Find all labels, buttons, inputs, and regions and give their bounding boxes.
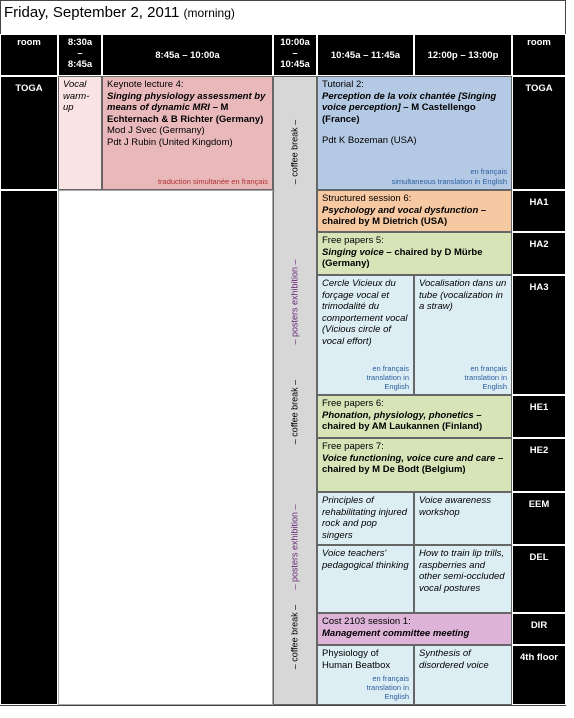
- coffee-break-3: – coffee break –: [289, 604, 300, 670]
- room-eem: EEM: [512, 492, 566, 545]
- header-time-3: 10:00a – 10:45a: [273, 34, 317, 76]
- room-toga-right: TOGA: [512, 76, 566, 190]
- room-del: DEL: [512, 545, 566, 613]
- ha3-left-note: en français translation in English: [366, 364, 409, 391]
- room-dir: DIR: [512, 613, 566, 645]
- title-main: Friday, September 2, 2011: [4, 4, 180, 21]
- tutorial-note-2: simultaneous translation in English: [391, 177, 507, 186]
- room-ha1: HA1: [512, 190, 566, 232]
- room-he1: HE1: [512, 395, 566, 438]
- del-pedagogical-thinking: Voice teachers' pedagogical thinking: [317, 545, 414, 613]
- ha3-straw-vocalization: Vocalisation dans un tube (vocalization in a straw) en français translation in English: [414, 275, 512, 395]
- room-4th-floor: 4th floor: [512, 645, 566, 705]
- coffee-break-1: – coffee break –: [289, 119, 300, 185]
- coffee-break-2: – coffee break –: [289, 379, 300, 445]
- ha3-right-note: en français translation in English: [464, 364, 507, 391]
- floor4-human-beatbox: Physiology of Human Beatbox en français translation in English: [317, 645, 414, 705]
- keynote-lecture: Keynote lecture 4: Singing physiology assessment by means of dynamic MRI – M Echternach & B Richter (Germany) Mod J Svec (Germany) Pdt J Rubin (United Kingdom) traduction simultanée en français: [102, 76, 273, 190]
- header-time-2: 8:45a – 10:00a: [102, 34, 273, 76]
- cost-2103-session: Cost 2103 session 1: Management committee meeting: [317, 613, 512, 645]
- tutorial-2: Tutorial 2: Perception de la voix chantée [Singing voice perception] – M Castellengo (France) Pdt K Bozeman (USA) en français simultaneous translation in English: [317, 76, 512, 190]
- header-time-4: 10:45a – 11:45a: [317, 34, 414, 76]
- free-papers-6: Free papers 6: Phonation, physiology, phonetics – chaired by AM Laukannen (Finland): [317, 395, 512, 438]
- room-toga-left: TOGA: [0, 76, 58, 190]
- tutorial-note-1: en français: [470, 167, 507, 176]
- room-he2: HE2: [512, 438, 566, 492]
- posters-exhibition-1: – posters exhibition –: [289, 259, 300, 345]
- header-time-5: 12:00p – 13:00p: [414, 34, 512, 76]
- empty-block: [58, 190, 273, 705]
- free-papers-5: Free papers 5: Singing voice – chaired by D Mürbe (Germany): [317, 232, 512, 275]
- room-ha2: HA2: [512, 232, 566, 275]
- left-room-column-empty: [0, 190, 58, 705]
- eem-voice-awareness: Voice awareness workshop: [414, 492, 512, 545]
- floor4-synthesis: Synthesis of disordered voice: [414, 645, 512, 705]
- break-column: [273, 76, 317, 705]
- posters-exhibition-2: – posters exhibition –: [289, 504, 300, 590]
- eem-rehabilitating: Principles of rehabilitating injured rock and pop singers: [317, 492, 414, 545]
- ha3-vicious-circle: Cercle Vicieux du forçage vocal et trimodalité du comportement vocal (Vicious circle of vocal effort) en français translation in English: [317, 275, 414, 395]
- header-room-right: room: [512, 34, 566, 76]
- del-lip-trills: How to train lip trills, raspberries and other semi-occluded vocal postures: [414, 545, 512, 613]
- free-papers-7: Free papers 7: Voice functioning, voice cure and care –chaired by M De Bodt (Belgium): [317, 438, 512, 492]
- header-time-1: 8:30a – 8:45a: [58, 34, 102, 76]
- page-title: [4, 4, 235, 21]
- floor4-left-note: en français translation in English: [366, 674, 409, 701]
- vocal-warmup: Vocal warm- up: [58, 76, 102, 190]
- room-ha3: HA3: [512, 275, 566, 395]
- header-room-left: room: [0, 34, 58, 76]
- title-suffix: (morning): [183, 6, 235, 20]
- structured-session-6: Structured session 6: Psychology and vocal dysfunction – chaired by M Dietrich (USA): [317, 190, 512, 232]
- keynote-translation-note: traduction simultanée en français: [157, 177, 268, 186]
